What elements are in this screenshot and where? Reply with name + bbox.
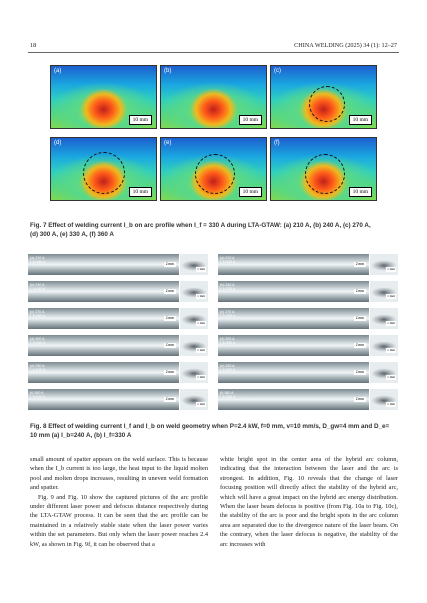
panel-tag: (d) 300 A I_f=240 A: [30, 337, 46, 345]
fig7-panel-f: [270, 137, 377, 201]
inset-scale-bar: 1 mm: [197, 375, 205, 379]
weld-bead-panel: [28, 335, 208, 356]
page-number: 18: [30, 42, 37, 49]
weld-bead-panel: [28, 389, 208, 410]
scale-bar: 2 mm: [165, 289, 174, 293]
figure-7-caption: [30, 222, 400, 239]
scale-bar: 2 mm: [355, 370, 364, 374]
inset-scale-bar: 1 mm: [387, 294, 395, 298]
inset-scale-bar: 1 mm: [197, 267, 205, 271]
weld-bead-panel: [218, 362, 398, 383]
highlight-circle: [195, 154, 235, 194]
cross-section-inset: [179, 335, 208, 356]
inset-scale-bar: 1 mm: [387, 348, 395, 352]
cross-section-inset: [179, 254, 208, 275]
panel-label: (b): [164, 68, 172, 74]
body-left-column: [30, 455, 208, 549]
scale-bar: 2 mm: [165, 343, 174, 347]
scale-bar: 2 mm: [355, 316, 364, 320]
cross-section-inset: [369, 308, 398, 329]
scale-bar: 10 mm: [349, 187, 372, 197]
cross-section-inset: [369, 335, 398, 356]
panel-tag: (b) 240 A I_f=330 A: [220, 283, 236, 291]
panel-tag: (c) 270 A I_f=330 A: [220, 310, 236, 318]
body-right-column: [220, 455, 398, 549]
header-rule: [28, 52, 399, 53]
inset-scale-bar: 1 mm: [197, 348, 205, 352]
panel-label: (e): [164, 140, 172, 146]
inset-scale-bar: 1 mm: [387, 402, 395, 406]
inset-scale-bar: 1 mm: [197, 294, 205, 298]
scale-bar: 10 mm: [129, 115, 152, 125]
scale-bar: 2 mm: [165, 262, 174, 266]
weld-bead-panel: [28, 308, 208, 329]
scale-bar: 2 mm: [355, 343, 364, 347]
figure-8: [28, 254, 398, 414]
cross-section-inset: [369, 362, 398, 383]
cross-section-inset: [369, 389, 398, 410]
panel-tag: (a) 210 A I_f=330 A: [220, 256, 236, 264]
weld-bead-panel: [218, 335, 398, 356]
cross-section-inset: [179, 389, 208, 410]
cross-section-inset: [179, 281, 208, 302]
inset-scale-bar: 1 mm: [387, 375, 395, 379]
caption-line: (d) 300 A, (e) 330 A, (f) 360 A: [30, 230, 114, 238]
panel-label: (f): [274, 140, 280, 146]
fig7-panel-e: [160, 137, 267, 201]
inset-scale-bar: 1 mm: [387, 267, 395, 271]
highlight-circle: [309, 86, 345, 122]
caption-line: Fig. 8 Effect of welding current I_f and I_b on weld geometry when P=2.4 kW, f=0 mm, v=10 mm/s, D_gw=4 mm and D_e=: [30, 423, 390, 430]
panel-tag: (b) 240 A I_f=240 A: [30, 283, 46, 291]
fig7-panel-b: [160, 65, 267, 129]
panel-tag: (f) 360 A I_f=240 A: [30, 391, 46, 399]
panel-tag: (c) 270 A I_f=240 A: [30, 310, 46, 318]
panel-tag: (f) 360 A I_f=330 A: [220, 391, 236, 399]
weld-bead-panel: [218, 389, 398, 410]
cross-section-inset: [179, 308, 208, 329]
inset-scale-bar: 1 mm: [387, 321, 395, 325]
panel-label: (c): [274, 68, 281, 74]
panel-tag: (e) 330 A I_f=240 A: [30, 364, 46, 372]
panel-label: (a): [54, 68, 62, 74]
weld-bead-panel: [28, 362, 208, 383]
fig7-panel-c: [270, 65, 377, 129]
weld-bead-panel: [218, 308, 398, 329]
scale-bar: 10 mm: [349, 115, 372, 125]
paragraph: small amount of spatter appears on the weld surface. This is because when the I_b current is too large, the heat input to the liquid molten pool and molten drops increases, resulting in uneven weld formation and spatter.: [30, 456, 208, 492]
journal-header: CHINA WELDING (2025) 34 (1): 12–27: [294, 42, 397, 49]
panel-tag: (e) 330 A I_f=330 A: [220, 364, 236, 372]
weld-bead-panel: [218, 281, 398, 302]
figure-8-caption: [30, 423, 400, 440]
weld-bead-panel: [28, 254, 208, 275]
figure-7: [50, 65, 376, 201]
scale-bar: 10 mm: [239, 115, 262, 125]
highlight-circle: [83, 152, 125, 194]
scale-bar: 2 mm: [165, 370, 174, 374]
scale-bar: 2 mm: [355, 262, 364, 266]
panel-label: (d): [54, 140, 62, 146]
cross-section-inset: [179, 362, 208, 383]
paragraph: white bright spot in the center area of the hybrid arc column, indicating that the interaction between the laser and the arc is strongest. In addition, Fig. 10 reveals that the change of laser focusing position will directly affect the stability of the hybrid arc, which will have a great impact on the hybrid arc energy distribution. When the laser beam defocus is positive (from Fig. 10a to Fig. 10c), the stability of the arc is poor and the bright spots in the arc column area are separated due to the divergence nature of the laser beam. On the contrary, when the laser defocus is negative, the stability of the arc increases with: [220, 456, 398, 548]
scale-bar: 2 mm: [165, 397, 174, 401]
panel-tag: (d) 300 A I_f=330 A: [220, 337, 236, 345]
scale-bar: 2 mm: [165, 316, 174, 320]
scale-bar: 2 mm: [355, 289, 364, 293]
fig7-panel-a: [50, 65, 157, 129]
inset-scale-bar: 1 mm: [197, 321, 205, 325]
panel-tag: (a) 210 A I_f=240 A: [30, 256, 46, 264]
cross-section-inset: [369, 254, 398, 275]
weld-bead-panel: [28, 281, 208, 302]
caption-line: 10 mm (a) I_b=240 A, (b) I_f=330 A: [30, 431, 132, 439]
inset-scale-bar: 1 mm: [197, 402, 205, 406]
weld-bead-panel: [218, 254, 398, 275]
caption-line: Fig. 7 Effect of welding current I_b on arc profile when I_f = 330 A during LTA-GTAW: (a) 210 A, (b) 240 A, (c) 270 A,: [30, 222, 371, 229]
fig7-panel-d: [50, 137, 157, 201]
cross-section-inset: [369, 281, 398, 302]
scale-bar: 10 mm: [129, 187, 152, 197]
paragraph: Fig. 9 and Fig. 10 show the captured pictures of the arc profile under different laser power and defocus distance respectively during the LTA-GTAW process. It can be seen that the arc profile can be maintained in a relatively stable state when the laser power varies within the set parameters. But only when the laser power reaches 2.4 kW, as shown in Fig. 9f, it can be observed that a: [30, 493, 208, 548]
scale-bar: 10 mm: [239, 187, 262, 197]
highlight-circle: [305, 154, 345, 194]
scale-bar: 2 mm: [355, 397, 364, 401]
